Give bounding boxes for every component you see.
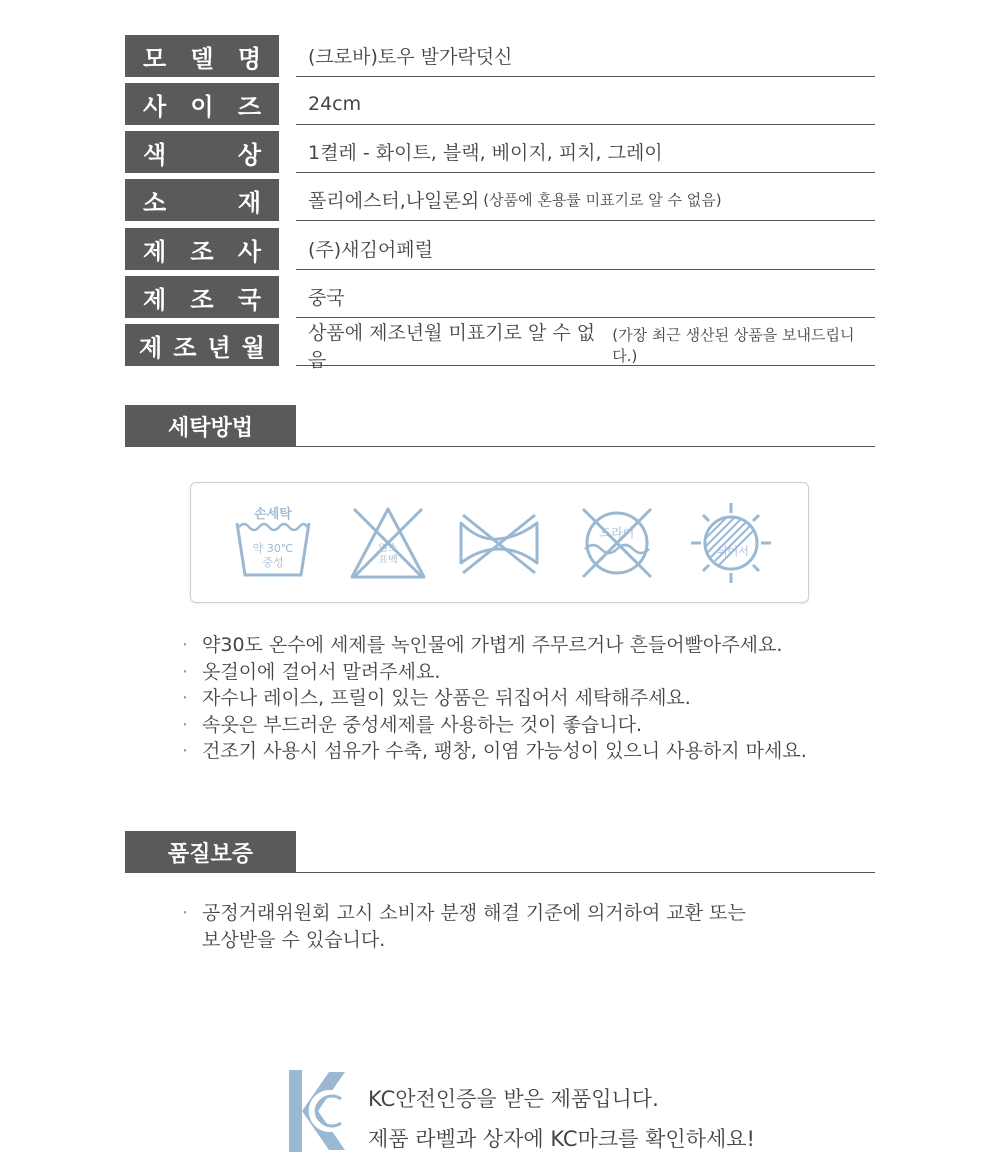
list-item: · 건조기 사용시 섬유가 수축, 팽창, 이염 가능성이 있으니 사용하지 마세요. xyxy=(182,738,807,765)
spec-label-char: 제 xyxy=(143,285,167,314)
quality-line-2: 보상받을 수 있습니다. xyxy=(202,928,386,951)
quality-section-title: 품질보증 xyxy=(125,831,296,873)
hand-wash-icon xyxy=(231,501,315,585)
spec-label-char: 월 xyxy=(241,333,265,362)
list-item: · 속옷은 부드러운 중성세제를 사용하는 것이 좋습니다. xyxy=(182,712,807,739)
spec-label-char: 명 xyxy=(237,44,261,73)
spec-row xyxy=(125,35,875,77)
list-item: · 약30도 온수에 세제를 녹인물에 가볍게 주무르거나 흔들어빨아주세요. xyxy=(182,632,807,659)
spec-label xyxy=(125,83,279,125)
spec-label-char: 제 xyxy=(139,333,163,362)
spec-value-text: 상품에 제조년월 미표기로 알 수 없음 xyxy=(308,321,596,371)
spec-label-char: 소 xyxy=(143,188,167,217)
spec-value xyxy=(296,276,875,318)
spec-label xyxy=(125,276,279,318)
no-dry-clean-icon xyxy=(575,501,659,585)
spec-value-text: 폴리에스터,나일론외 xyxy=(308,190,480,212)
spec-label xyxy=(125,324,279,366)
hand-wash-temp: 약 30℃ xyxy=(252,542,294,555)
kc-mark-icon xyxy=(289,1070,346,1152)
spec-label-char: 사 xyxy=(143,92,167,121)
washing-section-title: 세탁방법 xyxy=(125,405,296,447)
spec-label-char: 재 xyxy=(237,188,261,217)
spec-value xyxy=(296,83,875,125)
spec-label-char: 사 xyxy=(237,237,261,266)
spec-label-char: 상 xyxy=(237,140,261,169)
spec-row xyxy=(125,321,875,371)
spec-value-text: (크로바)토우 발가락덧신 xyxy=(308,46,513,68)
kc-line-2: 제품 라벨과 상자에 KC마크를 확인하세요! xyxy=(368,1127,755,1151)
spec-value-text: 중국 xyxy=(308,287,345,309)
spec-label-char: 이 xyxy=(190,92,214,121)
spec-label xyxy=(125,35,279,77)
list-item: · 옷걸이에 걸어서 말려주세요. xyxy=(182,659,807,686)
spec-value xyxy=(296,35,875,77)
spec-value-note: (가장 최근 생산된 상품을 보내드립니다.) xyxy=(612,325,855,365)
spec-value-text: 24cm xyxy=(308,92,362,115)
spec-value-text: 1켤레 - 화이트, 블랙, 베이지, 피치, 그레이 xyxy=(308,142,663,164)
spec-label-char: 조 xyxy=(190,285,214,314)
no-wring-icon xyxy=(457,501,541,585)
spec-label-char: 즈 xyxy=(237,92,261,121)
spec-label-char: 모 xyxy=(143,44,167,73)
spec-label xyxy=(125,131,279,173)
no-bleach-label-1: 염소 xyxy=(378,543,398,554)
no-bleach-label-2: 표백 xyxy=(378,555,398,566)
hand-wash-detergent: 중성 xyxy=(262,556,284,569)
washing-icons-panel xyxy=(190,482,809,603)
washing-section-header xyxy=(125,405,875,447)
spec-label-char: 년 xyxy=(207,333,231,362)
spec-label-char: 제 xyxy=(143,237,167,266)
quality-line-1: 공정거래위원회 고시 소비자 분쟁 해결 기준에 의거하여 교환 또는 xyxy=(202,902,746,924)
list-item: · 자수나 레이스, 프릴이 있는 상품은 뒤집어서 세탁해주세요. xyxy=(182,685,807,712)
list-item xyxy=(182,900,746,953)
spec-value xyxy=(296,228,875,270)
washing-instructions xyxy=(182,632,807,765)
spec-row xyxy=(125,179,875,221)
quality-notes xyxy=(182,900,746,953)
no-bleach-icon xyxy=(346,501,430,585)
spec-label-char: 조 xyxy=(173,333,197,362)
spec-label-char: 국 xyxy=(237,285,261,314)
spec-value xyxy=(296,131,875,173)
hand-wash-label: 손세탁 xyxy=(254,507,292,522)
dry-flat-icon xyxy=(689,501,773,585)
kc-line-1: KC안전인증을 받은 제품입니다. xyxy=(368,1087,659,1111)
no-dry-label: 드라이 xyxy=(599,526,635,540)
dry-flat-label: 뉘어서 xyxy=(717,545,749,558)
spec-row xyxy=(125,83,875,125)
spec-label xyxy=(125,228,279,270)
spec-value-text: (주)새김어페럴 xyxy=(308,239,433,261)
spec-value-note: (상품에 혼용률 미표기로 알 수 없음) xyxy=(483,191,722,209)
spec-label-char: 조 xyxy=(190,237,214,266)
spec-label-char: 델 xyxy=(190,44,214,73)
spec-value xyxy=(296,321,875,371)
spec-row xyxy=(125,228,875,270)
quality-section-header xyxy=(125,831,875,873)
spec-row xyxy=(125,131,875,173)
spec-label xyxy=(125,179,279,221)
spec-row xyxy=(125,276,875,318)
spec-value xyxy=(296,179,875,221)
spec-label-char: 색 xyxy=(143,140,167,169)
